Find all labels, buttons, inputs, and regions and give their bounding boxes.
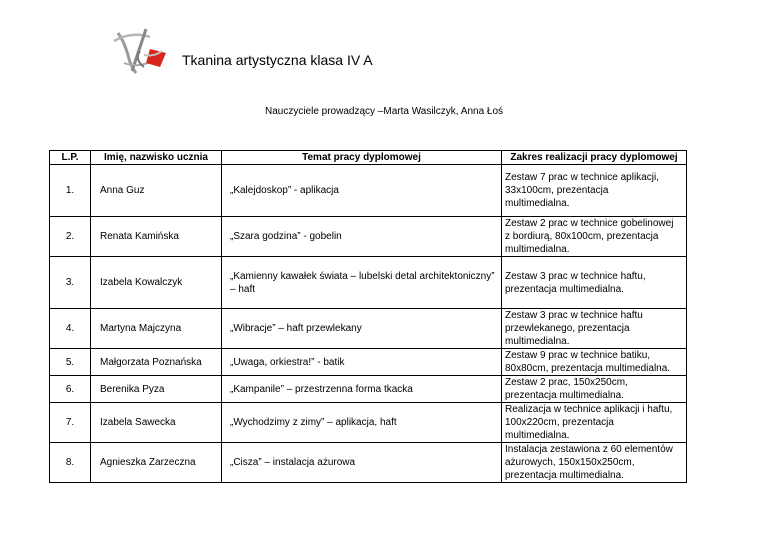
table-row	[50, 309, 687, 349]
student-name: Agnieszka Zarzeczna	[91, 443, 222, 483]
row-number: 2.	[50, 217, 91, 257]
column-header-scope: Zakres realizacji pracy dyplomowej	[502, 151, 687, 165]
column-header-topic: Temat pracy dyplomowej	[222, 151, 502, 165]
thesis-topic: „Wychodzimy z zimy” – aplikacja, haft	[222, 403, 502, 443]
thesis-scope: Zestaw 7 prac w technice aplikacji, 33x100cm, prezentacja multimedialna.	[502, 165, 687, 217]
thesis-scope: Realizacja w technice aplikacji i haftu, 100x220cm, prezentacja multimedialna.	[502, 403, 687, 443]
thesis-topic: „Wibracje” – haft przewlekany	[222, 309, 502, 349]
school-logo	[110, 27, 176, 79]
thesis-topic: „Cisza” – instalacja ażurowa	[222, 443, 502, 483]
student-name: Izabela Sawecka	[91, 403, 222, 443]
thesis-topic: „Kamienny kawałek świata – lubelski detal architektoniczny” – haft	[222, 257, 502, 309]
thesis-table	[49, 150, 687, 483]
thesis-topic: „Szara godzina” - gobelin	[222, 217, 502, 257]
thesis-topic: „Kalejdoskop” - aplikacja	[222, 165, 502, 217]
row-number: 4.	[50, 309, 91, 349]
thesis-scope: Instalacja zestawiona z 60 elementów ażurowych, 150x150x250cm, prezentacja multimedialna.	[502, 443, 687, 483]
row-number: 7.	[50, 403, 91, 443]
row-number: 5.	[50, 349, 91, 376]
thesis-scope: Zestaw 2 prac w technice gobelinowej z bordiurą, 80x100cm, prezentacja multimedialna.	[502, 217, 687, 257]
student-name: Anna Guz	[91, 165, 222, 217]
table-row	[50, 376, 687, 403]
table-row	[50, 443, 687, 483]
thesis-scope: Zestaw 9 prac w technice batiku, 80x80cm, prezentacja multimedialna.	[502, 349, 687, 376]
row-number: 6.	[50, 376, 91, 403]
document-title: Tkanina artystyczna klasa IV A	[182, 52, 373, 68]
teachers-subtitle: Nauczyciele prowadzący –Marta Wasilczyk, Anna Łoś	[264, 106, 504, 117]
thesis-scope: Zestaw 2 prac, 150x250cm, prezentacja multimedialna.	[502, 376, 687, 403]
row-number: 3.	[50, 257, 91, 309]
thesis-scope: Zestaw 3 prac w technice haftu, prezentacja multimedialna.	[502, 257, 687, 309]
table-row	[50, 349, 687, 376]
row-number: 8.	[50, 443, 91, 483]
table-row	[50, 257, 687, 309]
table-row	[50, 217, 687, 257]
table-row	[50, 165, 687, 217]
student-name: Izabela Kowalczyk	[91, 257, 222, 309]
thesis-scope: Zestaw 3 prac w technice haftu przewlekanego, prezentacja multimedialna.	[502, 309, 687, 349]
row-number: 1.	[50, 165, 91, 217]
column-header-name: Imię, nazwisko ucznia	[91, 151, 222, 165]
student-name: Martyna Majczyna	[91, 309, 222, 349]
table-row	[50, 403, 687, 443]
student-name: Renata Kamińska	[91, 217, 222, 257]
student-name: Małgorzata Poznańska	[91, 349, 222, 376]
student-name: Berenika Pyza	[91, 376, 222, 403]
thesis-topic: „Kampanile” – przestrzenna forma tkacka	[222, 376, 502, 403]
column-header-lp: L.P.	[50, 151, 91, 165]
table-header-row	[50, 151, 687, 165]
thesis-topic: „Uwaga, orkiestra!” - batik	[222, 349, 502, 376]
